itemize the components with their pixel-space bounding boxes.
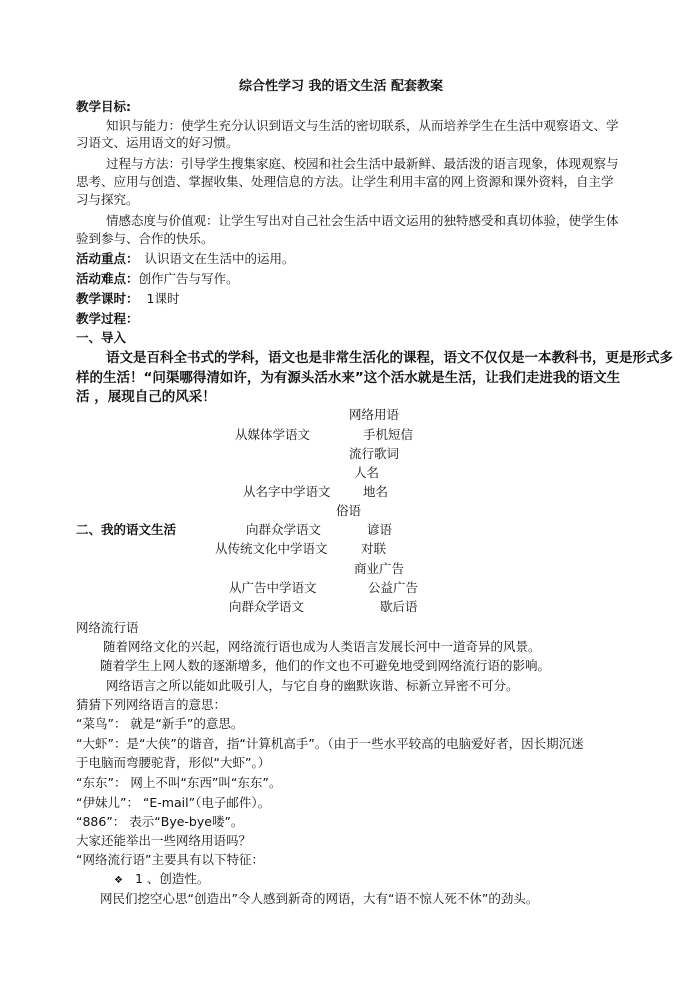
feature-item (114, 871, 209, 889)
tree-item: 手机短信 (363, 427, 414, 442)
tree-item: 流行歌词 (349, 446, 400, 461)
tree-item: 俗语 (336, 503, 362, 518)
goal2-line-b: 思考、应用与创造、掌握收集、处理信息的方法。让学生利用丰富的网上资源和课外资料，自主学 (76, 174, 614, 189)
hours-text: 1课时 (146, 291, 180, 306)
tree-item: 网络用语 (349, 407, 400, 422)
ask-line: 大家还能举出一些网络用语吗？ (76, 833, 252, 848)
focus-label: 活动重点： (76, 251, 139, 266)
goal1-line-b: 习语文、运用语文的好习惯。 (76, 135, 239, 150)
goal2-line-a: 过程与方法：引导学生搜集家庭、校园和社会生活中最新鲜、最活泼的语言现象，体现观察与 (106, 156, 619, 171)
tree-item: 商业广告 (354, 561, 405, 576)
tree-item: 地名 (363, 484, 389, 499)
tree-branch: 从广告中学语文 (229, 580, 317, 595)
tree-branch: 从媒体学语文 (235, 427, 311, 442)
tree-item: 谚语 (367, 522, 393, 537)
example-item: “菜鸟”： 就是“新手”的意思。 (76, 716, 244, 731)
goal3-line-a: 情感态度与价值观：让学生写出对自己社会生活中语文运用的独特感受和真切体验，使学生体 (106, 213, 619, 228)
tree-item: 公益广告 (368, 580, 419, 595)
net-paragraph-3: 网络语言之所以能如此吸引人，与它自身的幽默诙谐、标新立异密不可分。 (106, 678, 519, 693)
section-intro-heading: 一、导入 (76, 330, 127, 345)
hours-line (76, 291, 179, 307)
guess-heading: 猜猜下列网络语言的意思： (76, 697, 227, 712)
diamond-bullet-icon: ❖ (114, 875, 123, 886)
feature-description: 网民们挖空心思“创造出”令人感到新奇的网语，大有“语不惊人死不休”的劲头。 (100, 891, 539, 906)
hours-label: 教学课时： (76, 291, 139, 306)
tree-branch: 向群众学语文 (246, 522, 322, 537)
process-heading: 教学过程： (76, 311, 139, 326)
section-my-chinese-heading: 二、我的语文生活 (76, 522, 177, 537)
example-item: “东东”： 网上不叫“东西”叫“东东”。 (76, 775, 282, 790)
example-item-continued: 于电脑而弯腰驼背，形似“大虾”。） (76, 755, 271, 770)
net-paragraph-2: 随着学生上网人数的逐渐增多，他们的作文也不可避免地受到网络流行语的影响。 (100, 658, 551, 673)
focus-line (76, 251, 295, 267)
feature-label: 1 、创造性。 (134, 871, 210, 886)
tree-branch: 向群众学语文 (229, 599, 305, 614)
tree-branch: 从传统文化中学语文 (215, 541, 328, 556)
tree-item: 对联 (361, 541, 387, 556)
tree-branch: 从名字中学语文 (243, 484, 331, 499)
net-paragraph-1: 随着网络文化的兴起，网络流行语也成为人类语言发展长河中一道奇异的风景。 (103, 639, 541, 654)
intro-line-b: 样的生活！“问渠哪得清如许，为有源头活水来”这个活水就是生活，让我们走进我的语文生 (76, 370, 621, 386)
example-item: “大虾”：是“大侠”的谐音，指“计算机高手”。（由于一些水平较高的电脑爱好者，因长期沉迷 (76, 736, 584, 751)
features-heading: “网络流行语”主要具有以下特征： (76, 852, 264, 867)
intro-line-a: 语文是百科全书式的学科，语文也是非常生活化的课程，语文不仅仅是一本教科书，更是形式多 (106, 350, 673, 366)
net-heading: 网络流行语 (76, 620, 139, 635)
example-item: “伊妹儿”： “E-mail”（电子邮件）。 (76, 795, 271, 810)
page-title: 综合性学习 我的语文生活 配套教案 (239, 79, 444, 94)
example-item: “886”： 表示“Bye-bye喽”。 (76, 814, 244, 829)
goals-heading: 教学目标: (76, 99, 131, 114)
difficulty-label: 活动难点： (76, 271, 139, 286)
intro-line-c: 活 ，展现自己的风采！ (76, 389, 216, 405)
tree-item: 歇后语 (380, 599, 418, 614)
focus-text: 认识语文在生活中的运用。 (144, 251, 295, 266)
goal3-line-b: 验到参与、合作的快乐。 (76, 231, 214, 246)
goal1-line-a: 知识与能力：使学生充分认识到语文与生活的密切联系，从而培养学生在生活中观察语文、学 (106, 118, 619, 133)
difficulty-line (76, 271, 239, 287)
difficulty-text: 创作广告与写作。 (138, 271, 239, 286)
tree-item: 人名 (354, 465, 380, 480)
goal2-line-c: 习与探究。 (76, 192, 139, 207)
